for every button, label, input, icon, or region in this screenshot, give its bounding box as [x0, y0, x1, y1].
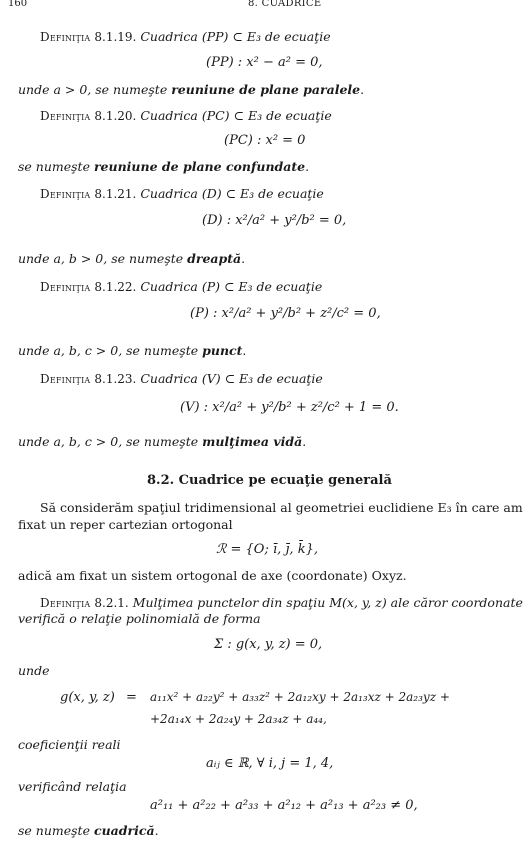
definition-conclusion: se numeşte reuniune de plane confundate. [18, 159, 310, 174]
coef-equation: aᵢⱼ ∈ ℝ, ∀ i, j = 1, 4, [206, 756, 334, 771]
definition-label: Definiţia [40, 372, 91, 386]
definition-8-1-20 [40, 108, 332, 124]
definition-number: 8.1.22. [94, 280, 137, 294]
definition-label: Definiţia [40, 596, 91, 610]
g-lhs: g(x, y, z) [60, 690, 115, 705]
equation-d: (D) : x²/a² + y²/b² = 0, [202, 213, 347, 228]
definition-text: Cuadrica (D) ⊂ E₃ de ecuaţie [140, 186, 324, 201]
page-number: 160 [8, 0, 28, 9]
chapter-title: 8. CUADRICE [248, 0, 322, 9]
definition-conclusion: unde a > 0, se numeşte reuniune de plane paralele. [18, 82, 365, 97]
definition-8-1-22 [40, 279, 322, 295]
equation-v: (V) : x²/a² + y²/b² + z²/c² + 1 = 0. [180, 400, 399, 415]
verif-label: verificând relaţia [18, 779, 127, 794]
coef-label: coeficienţii reali [18, 737, 121, 752]
definition-8-1-23 [40, 371, 323, 387]
defined-term: mulţimea vidă [202, 434, 303, 449]
defined-term: reuniune de plane confundate [93, 159, 306, 174]
definition-text: Cuadrica (V) ⊂ E₃ de ecuaţie [140, 371, 323, 386]
definition-conclusion: unde a, b, c > 0, se numeşte punct. [18, 343, 247, 358]
g-equals: = [126, 690, 137, 705]
definition-text: Mulţimea punctelor din spaţiu M(x, y, z) ale căror coordonate [132, 595, 523, 610]
definition-number: 8.2.1. [94, 596, 129, 610]
definition-text: Cuadrica (P) ⊂ E₃ de ecuaţie [140, 279, 323, 294]
definition-label: Definiţia [40, 280, 91, 294]
section-heading: 8.2. Cuadrice pe ecuaţie generală [147, 473, 392, 488]
sigma-equation: Σ : g(x, y, z) = 0, [214, 637, 323, 652]
paragraph-line: fixat un reper cartezian ortogonal [18, 517, 233, 532]
frame-equation: ℛ = {O; ī, j̄, k̄}, [216, 542, 318, 557]
definition-conclusion: unde a, b > 0, se numeşte dreaptă. [18, 251, 246, 266]
defined-term: punct [202, 343, 243, 358]
definition-label: Definiţia [40, 187, 91, 201]
paragraph-line: Să considerăm spaţiul tridimensional al geometriei euclidiene E₃ în care am [40, 500, 523, 515]
definition-8-1-19 [40, 29, 331, 45]
defined-term: reuniune de plane paralele [171, 82, 361, 97]
equation-pc: (PC) : x² = 0 [224, 133, 306, 148]
final-sentence: se numeşte cuadrică. [18, 823, 159, 838]
running-header [0, 0, 531, 12]
definition-text-cont: verifică o relaţie polinomială de forma [18, 611, 261, 626]
definition-conclusion: unde a, b, c > 0, se numeşte mulţimea vidă. [18, 434, 307, 449]
equation-pp: (PP) : x² − a² = 0, [206, 55, 323, 70]
definition-text: Cuadrica (PP) ⊂ E₃ de ecuaţie [140, 29, 331, 44]
definition-8-2-1 [40, 595, 523, 611]
definition-8-1-21 [40, 186, 324, 202]
definition-label: Definiţia [40, 109, 91, 123]
definition-number: 8.1.20. [94, 109, 137, 123]
definition-number: 8.1.19. [94, 30, 137, 44]
definition-number: 8.1.23. [94, 372, 137, 386]
definition-text: Cuadrica (PC) ⊂ E₃ de ecuaţie [140, 108, 332, 123]
verif-equation: a²₁₁ + a²₂₂ + a²₃₃ + a²₁₂ + a²₁₃ + a²₂₃ ≠ 0, [150, 798, 418, 813]
definition-number: 8.1.21. [94, 187, 137, 201]
unde-label: unde [18, 663, 50, 678]
defined-term: dreaptă [187, 251, 242, 266]
paragraph-line: adică am fixat un sistem ortogonal de axe (coordonate) Oxyz. [18, 568, 407, 583]
defined-term: cuadrică [93, 823, 155, 838]
definition-label: Definiţia [40, 30, 91, 44]
g-polynomial-line1: a₁₁x² + a₂₂y² + a₃₃z² + 2a₁₂xy + 2a₁₃xz + 2a₂₃yz + [150, 690, 450, 704]
g-polynomial-line2: +2a₁₄x + 2a₂₄y + 2a₃₄z + a₄₄, [150, 712, 327, 726]
equation-p: (P) : x²/a² + y²/b² + z²/c² = 0, [190, 306, 381, 321]
